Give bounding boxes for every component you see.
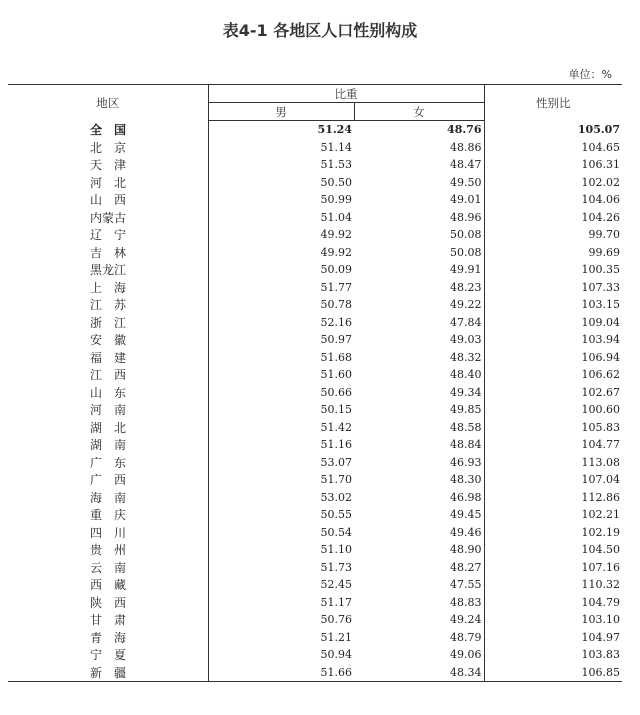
sex-ratio-cell: 105.83 <box>484 419 622 437</box>
region-cell: 四 川 <box>90 525 127 540</box>
sex-ratio-cell: 106.31 <box>484 156 622 174</box>
female-share-cell: 48.30 <box>450 473 482 487</box>
sex-ratio-cell: 104.06 <box>484 191 622 209</box>
table-row <box>8 366 622 384</box>
table-body <box>8 121 622 682</box>
female-share-cell: 49.45 <box>450 508 482 522</box>
sex-ratio-cell: 102.67 <box>484 384 622 402</box>
female-share-cell: 48.84 <box>450 438 482 452</box>
sex-ratio-cell: 103.15 <box>484 296 622 314</box>
table-row <box>8 209 622 227</box>
female-share-cell: 47.84 <box>450 315 482 329</box>
table-row <box>8 594 622 612</box>
table-row <box>8 506 622 524</box>
male-share-cell: 51.73 <box>208 559 354 577</box>
region-cell: 云 南 <box>90 560 127 575</box>
male-share-cell: 51.42 <box>208 419 354 437</box>
region-cell: 新 疆 <box>8 664 208 682</box>
table-row <box>8 489 622 507</box>
female-share-cell: 49.01 <box>450 193 482 207</box>
region-cell: 海 南 <box>90 490 127 505</box>
male-share-cell: 50.50 <box>208 174 354 192</box>
male-share-cell: 52.16 <box>208 314 354 332</box>
sex-ratio-cell: 104.26 <box>484 209 622 227</box>
table-row-total <box>8 121 622 139</box>
female-share-cell: 49.06 <box>450 648 482 662</box>
female-share-cell: 48.83 <box>450 595 482 609</box>
table-row <box>8 174 622 192</box>
male-share-cell: 50.99 <box>208 191 354 209</box>
female-share-cell: 50.08 <box>450 228 482 242</box>
male-share-cell: 50.54 <box>208 524 354 542</box>
sex-ratio-cell: 103.10 <box>484 611 622 629</box>
table-row <box>8 349 622 367</box>
sex-ratio-cell: 106.85 <box>484 664 622 682</box>
male-share-cell: 53.02 <box>208 489 354 507</box>
table-row <box>8 401 622 419</box>
region-cell: 甘 肃 <box>90 613 127 628</box>
region-cell: 山 西 <box>90 193 127 208</box>
region-cell: 全 国 <box>90 123 127 137</box>
region-cell: 福 建 <box>90 350 127 365</box>
sex-ratio-cell: 109.04 <box>484 314 622 332</box>
male-share-cell: 49.92 <box>208 226 354 244</box>
header-region: 地区 <box>8 85 208 121</box>
region-cell: 安 徽 <box>90 333 127 348</box>
male-share-cell: 51.10 <box>208 541 354 559</box>
region-cell: 广 西 <box>90 473 127 488</box>
female-share-cell: 48.40 <box>450 368 482 382</box>
sex-ratio-cell: 107.16 <box>484 559 622 577</box>
sex-ratio-cell: 105.07 <box>484 121 622 139</box>
region-cell: 河 南 <box>90 403 127 418</box>
female-share-cell: 47.55 <box>450 578 482 592</box>
female-share-cell: 49.50 <box>450 175 482 189</box>
region-cell: 河 北 <box>90 175 127 190</box>
male-share-cell: 50.76 <box>208 611 354 629</box>
sex-ratio-cell: 113.08 <box>484 454 622 472</box>
table-row <box>8 331 622 349</box>
table-row <box>8 261 622 279</box>
female-share-cell: 50.08 <box>450 245 482 259</box>
male-share-cell: 50.94 <box>208 646 354 664</box>
male-share-cell: 50.78 <box>208 296 354 314</box>
table-row <box>8 419 622 437</box>
table-row <box>8 611 622 629</box>
table-row <box>8 646 622 664</box>
header-female: 女 <box>354 103 484 121</box>
region-cell: 贵 州 <box>90 543 127 558</box>
sex-ratio-cell: 106.94 <box>484 349 622 367</box>
region-cell: 青 海 <box>90 630 127 645</box>
table-row <box>8 436 622 454</box>
unit-label: 单位：% <box>568 68 612 81</box>
female-share-cell: 48.34 <box>354 664 484 682</box>
region-cell: 北 京 <box>90 140 127 155</box>
sex-ratio-cell: 106.62 <box>484 366 622 384</box>
sex-ratio-cell: 100.35 <box>484 261 622 279</box>
table-row <box>8 191 622 209</box>
male-share-cell: 51.16 <box>208 436 354 454</box>
male-share-cell: 51.66 <box>208 664 354 682</box>
table-row <box>8 454 622 472</box>
table-row <box>8 524 622 542</box>
header-male: 男 <box>208 103 354 121</box>
sex-ratio-cell: 104.50 <box>484 541 622 559</box>
table-row <box>8 559 622 577</box>
table-row <box>8 384 622 402</box>
male-share-cell: 50.15 <box>208 401 354 419</box>
region-cell: 重 庆 <box>90 508 127 523</box>
sex-ratio-cell: 99.69 <box>484 244 622 262</box>
region-cell: 天 津 <box>90 158 127 173</box>
region-cell: 广 东 <box>90 455 127 470</box>
sex-ratio-cell: 102.21 <box>484 506 622 524</box>
region-cell: 湖 南 <box>90 438 127 453</box>
male-share-cell: 50.55 <box>208 506 354 524</box>
sex-ratio-cell: 110.32 <box>484 576 622 594</box>
male-share-cell: 52.45 <box>208 576 354 594</box>
female-share-cell: 46.98 <box>450 490 482 504</box>
male-share-cell: 50.09 <box>208 261 354 279</box>
male-share-cell: 51.53 <box>208 156 354 174</box>
sex-ratio-cell: 100.60 <box>484 401 622 419</box>
table-row <box>8 576 622 594</box>
region-cell: 山 东 <box>90 385 127 400</box>
sex-ratio-cell: 102.19 <box>484 524 622 542</box>
sex-ratio-cell: 107.04 <box>484 471 622 489</box>
table-row <box>8 471 622 489</box>
region-cell: 宁 夏 <box>90 648 127 663</box>
female-share-cell: 48.23 <box>450 280 482 294</box>
sex-ratio-cell: 104.97 <box>484 629 622 647</box>
female-share-cell: 49.22 <box>450 298 482 312</box>
female-share-cell: 49.34 <box>450 385 482 399</box>
sex-ratio-cell: 104.65 <box>484 139 622 157</box>
sex-ratio-cell: 99.70 <box>484 226 622 244</box>
male-share-cell: 51.17 <box>208 594 354 612</box>
male-share-cell: 51.60 <box>208 366 354 384</box>
female-share-cell: 48.32 <box>450 350 482 364</box>
region-cell: 江 苏 <box>90 298 127 313</box>
region-cell: 黑龙江 <box>90 263 127 278</box>
region-cell: 湖 北 <box>90 420 127 435</box>
male-share-cell: 50.97 <box>208 331 354 349</box>
table-row <box>8 629 622 647</box>
female-share-cell: 49.85 <box>450 403 482 417</box>
female-share-cell: 49.46 <box>450 525 482 539</box>
table-row <box>8 296 622 314</box>
table-row <box>8 156 622 174</box>
female-share-cell: 46.93 <box>450 455 482 469</box>
male-share-cell: 50.66 <box>208 384 354 402</box>
sex-ratio-cell: 102.02 <box>484 174 622 192</box>
table-row <box>8 541 622 559</box>
region-cell: 江 西 <box>90 368 127 383</box>
female-share-cell: 48.79 <box>450 630 482 644</box>
female-share-cell: 48.90 <box>450 543 482 557</box>
sex-ratio-cell: 103.83 <box>484 646 622 664</box>
sex-ratio-cell: 103.94 <box>484 331 622 349</box>
header-sex-ratio: 性别比 <box>484 85 622 121</box>
region-cell: 西 藏 <box>90 578 127 593</box>
region-cell: 上 海 <box>90 280 127 295</box>
region-cell: 浙 江 <box>90 315 127 330</box>
table-row <box>8 279 622 297</box>
male-share-cell: 51.14 <box>208 139 354 157</box>
header-ratio-group: 比重 <box>208 85 484 103</box>
table-title: 表4-1 各地区人口性别构成 <box>222 21 418 40</box>
table-row <box>8 314 622 332</box>
male-share-cell: 51.24 <box>208 121 354 139</box>
male-share-cell: 51.68 <box>208 349 354 367</box>
male-share-cell: 49.92 <box>208 244 354 262</box>
table-header <box>8 85 622 121</box>
region-cell: 陕 西 <box>90 595 127 610</box>
female-share-cell: 48.76 <box>447 123 482 137</box>
female-share-cell: 49.91 <box>450 263 482 277</box>
sex-ratio-cell: 104.79 <box>484 594 622 612</box>
table-row <box>8 226 622 244</box>
region-cell: 辽 宁 <box>90 228 127 243</box>
sex-ratio-cell: 104.77 <box>484 436 622 454</box>
female-share-cell: 48.47 <box>450 158 482 172</box>
male-share-cell: 51.21 <box>208 629 354 647</box>
sex-ratio-cell: 112.86 <box>484 489 622 507</box>
region-cell: 内蒙古 <box>90 210 127 225</box>
table-row <box>8 139 622 157</box>
sex-composition-table <box>8 84 622 682</box>
female-share-cell: 48.27 <box>450 560 482 574</box>
male-share-cell: 51.77 <box>208 279 354 297</box>
male-share-cell: 51.04 <box>208 209 354 227</box>
female-share-cell: 49.03 <box>450 333 482 347</box>
sex-ratio-cell: 107.33 <box>484 279 622 297</box>
female-share-cell: 49.24 <box>450 613 482 627</box>
female-share-cell: 48.96 <box>450 210 482 224</box>
table-row <box>8 664 622 682</box>
female-share-cell: 48.58 <box>450 420 482 434</box>
male-share-cell: 53.07 <box>208 454 354 472</box>
female-share-cell: 48.86 <box>450 140 482 154</box>
male-share-cell: 51.70 <box>208 471 354 489</box>
table-row <box>8 244 622 262</box>
region-cell: 吉 林 <box>90 245 127 260</box>
